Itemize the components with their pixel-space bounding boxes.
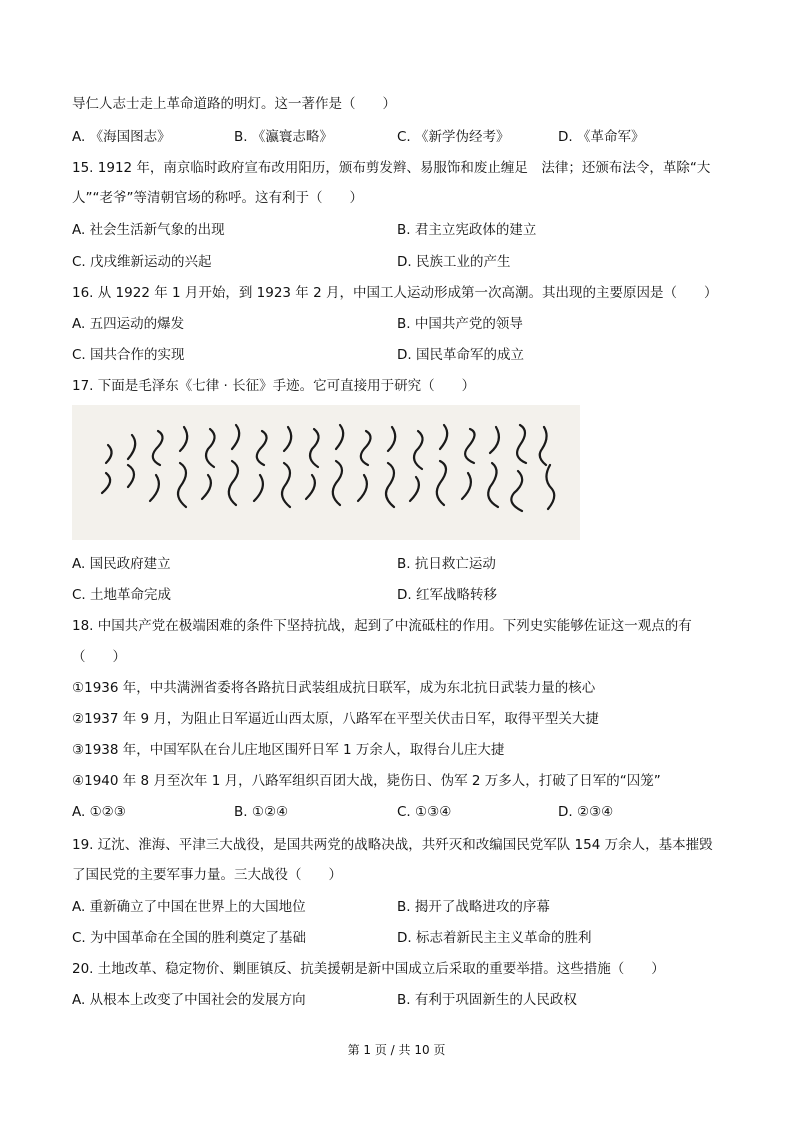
q15-option-d: D. 民族工业的产生 [397,254,511,270]
q18-option-d: D. ②③④ [558,804,614,820]
q14-stem: 导仁人志士走上革命道路的明灯。这一著作是（ ） [72,96,396,112]
q20-option-b: B. 有利于巩固新生的人民政权 [397,992,577,1008]
q18-stem-line2: （ ） [72,649,126,665]
page-footer: 第 1 页 / 共 10 页 [347,1043,446,1057]
q18-option-b: B. ①②④ [234,804,289,820]
q14-option-a: A. 《海国图志》 [72,129,171,145]
q15-stem-line2: 人”“老爷”等清朝官场的称呼。这有利于（ ） [72,190,363,206]
q18-option-c: C. ①③④ [397,804,452,820]
q17-option-b: B. 抗日救亡运动 [397,556,496,572]
q15-option-b: B. 君主立宪政体的建立 [397,222,537,238]
q15-option-a: A. 社会生活新气象的出现 [72,222,225,238]
q19-option-c: C. 为中国革命在全国的胜利奠定了基础 [72,930,307,946]
q16-option-b: B. 中国共产党的领导 [397,316,523,332]
q20-stem: 20. 土地改革、稳定物价、剿匪镇反、抗美援朝是新中国成立后采取的重要举措。这些措施（ ） [72,961,665,977]
q18-item-3: ③1938 年，中国军队在台儿庄地区围歼日军 1 万余人，取得台儿庄大捷 [72,742,505,758]
q18-item-4: ④1940 年 8 月至次年 1 月，八路军组织百团大战，毙伤日、伪军 2 万多人，打破了日军的“囚笼” [72,773,661,789]
q14-option-b: B. 《瀛寰志略》 [234,129,333,145]
q18-stem-line1: 18. 中国共产党在极端困难的条件下坚持抗战，起到了中流砥柱的作用。下列史实能够佐证这一观点的有 [72,618,692,634]
q19-option-a: A. 重新确立了中国在世界上的大国地位 [72,899,306,915]
q18-item-1: ①1936 年，中共满洲省委将各路抗日武装组成抗日联军，成为东北抗日武装力量的核心 [72,680,596,696]
q19-stem-line1: 19. 辽沈、淮海、平津三大战役，是国共两党的战略决战，共歼灭和改编国民党军队 154 万余人，基本摧毁 [72,837,713,853]
q17-stem: 17. 下面是毛泽东《七律 · 长征》手迹。它可直接用于研究（ ） [72,378,476,394]
q19-option-d: D. 标志着新民主主义革命的胜利 [397,930,592,946]
q15-option-c: C. 戊戌维新运动的兴起 [72,254,212,270]
q19-stem-line2: 了国民党的主要军事力量。三大战役（ ） [72,867,342,883]
q17-option-d: D. 红军战略转移 [397,587,497,603]
q16-stem: 16. 从 1922 年 1 月开始，到 1923 年 2 月，中国工人运动形成第一次高潮。其出现的主要原因是（ ） [72,285,718,301]
q17-option-a: A. 国民政府建立 [72,556,171,572]
q16-option-c: C. 国共合作的实现 [72,347,185,363]
q14-option-d: D. 《革命军》 [558,129,645,145]
calligraphy-image [72,405,580,540]
q16-option-d: D. 国民革命军的成立 [397,347,524,363]
q18-item-2: ②1937 年 9 月，为阻止日军逼近山西太原，八路军在平型关伏击日军，取得平型关大捷 [72,711,599,727]
q16-option-a: A. 五四运动的爆发 [72,316,185,332]
q14-option-c: C. 《新学伪经考》 [397,129,510,145]
q17-option-c: C. 土地革命完成 [72,587,172,603]
q15-stem-line1: 15. 1912 年，南京临时政府宣布改用阳历，颁布剪发辫、易服饰和废止缠足 法律；还颁布法令，革除“大 [72,160,711,176]
q18-option-a: A. ①②③ [72,804,126,820]
q20-option-a: A. 从根本上改变了中国社会的发展方向 [72,992,306,1008]
calligraphy-strokes [72,405,580,540]
q19-option-b: B. 揭开了战略进攻的序幕 [397,899,550,915]
